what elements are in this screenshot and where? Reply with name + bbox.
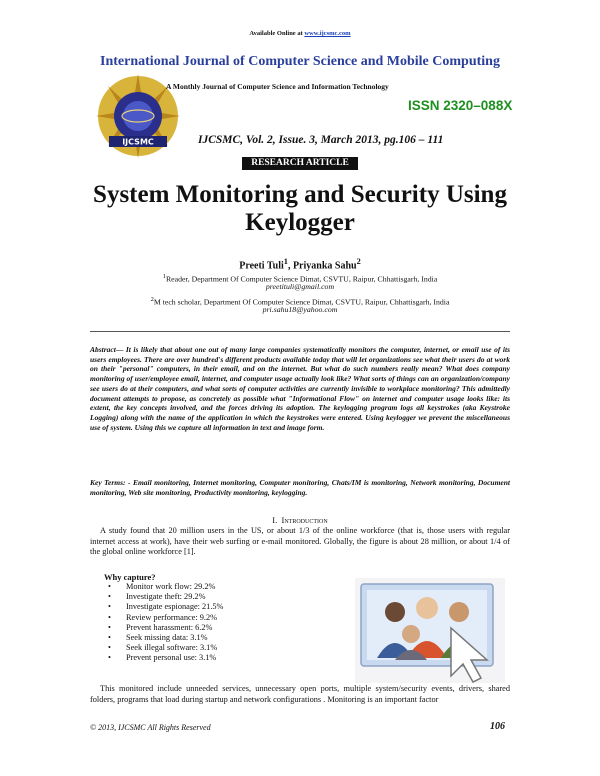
key-terms: Key Terms: - Email monitoring, Internet monitoring, Computer monitoring, Chats/IM is monitoring, Network monitoring, Document monitoring, Web site monitoring, Productivity monitoring, keylogging. bbox=[90, 478, 510, 497]
author-2-sup: 2 bbox=[356, 257, 361, 266]
closing-paragraph bbox=[90, 684, 510, 705]
paper-title-line2: Keylogger bbox=[245, 209, 355, 236]
list-item: • Monitor work flow: 29.2% bbox=[104, 582, 284, 592]
journal-url-link[interactable]: www.ijcsmc.com bbox=[304, 30, 351, 37]
section-title: Introduction bbox=[281, 515, 328, 525]
affiliation-2-sup: 2 bbox=[150, 296, 154, 303]
list-item: • Investigate theft: 29.2% bbox=[104, 592, 284, 602]
author-2: Priyanka Sahu bbox=[292, 260, 357, 272]
footer-copyright: © 2013, IJCSMC All Rights Reserved bbox=[90, 723, 211, 732]
abstract: Abstract— It is likely that about one out of many large companies systematically monitors the computer, internet, or email use of its users employees. There are over hundred's different products available today that will let organizations see what their users do at work on their "personal" computers, in their email, and on the internet. But what do such numbers really mean? What does company monitoring of user/employee email, internet, and computer usage actually look like? What sorts of things can an organization/company see users do at their computers, and what sorts of computer activities are currently invisible to workplace monitoring? This admittedly document attempts to propose, as concretely as possible what "Informational Flow" on internet and computer usage looks like: its extent, the key concepts involved, and the forces driving its adoption. The keylogging program logs all keystrokes (aka Keystroke Logging) along with the name of the application in which the keystrokes were entered. Using keylogger we prevent the miscellaneous use of system. Using this we capture all information in text and image form. bbox=[90, 345, 510, 432]
article-type-badge: RESEARCH ARTICLE bbox=[242, 157, 358, 170]
page-number: 106 bbox=[490, 721, 505, 732]
list-item: • Seek missing data: 3.1% bbox=[104, 633, 284, 643]
why-capture-list bbox=[104, 582, 284, 664]
intro-paragraph bbox=[90, 526, 510, 558]
intro-text: A study found that 20 million users in the US, or about 1/3 of the online workforce (that is, those users with regular internet access at work), have their web surfing or e-mail monitored. Globally, the figure is about 28 million, or about 1/4 of the global online workforce [1]. bbox=[90, 526, 510, 556]
authors bbox=[0, 257, 600, 271]
author-separator: , bbox=[287, 260, 293, 272]
why-capture-heading: Why capture? bbox=[104, 572, 156, 582]
list-item: • Prevent personal use: 3.1% bbox=[104, 653, 284, 663]
author-1: Preeti Tuli bbox=[239, 260, 284, 272]
paper-title-line1: System Monitoring and Security Using bbox=[93, 181, 507, 208]
availability-line bbox=[0, 30, 600, 37]
list-item: • Review performance: 9.2% bbox=[104, 613, 284, 623]
list-item: • Investigate espionage: 21.5% bbox=[104, 602, 284, 612]
author-1-email[interactable]: preetituli@gmail.com bbox=[265, 282, 335, 291]
section-heading bbox=[0, 515, 600, 525]
monitoring-illustration bbox=[355, 578, 505, 683]
journal-title: International Journal of Computer Science and Mobile Computing bbox=[100, 54, 500, 69]
affiliation-1-text: Reader, Department Of Computer Science Dimat, CSVTU, Raipur, Chhattisgarh, India bbox=[165, 274, 438, 284]
journal-subtitle: A Monthly Journal of Computer Science and Information Technology bbox=[166, 82, 389, 91]
author-1-sup: 1 bbox=[283, 257, 288, 266]
availability-prefix: Available Online at bbox=[249, 30, 303, 37]
divider bbox=[90, 331, 510, 332]
list-item: • Prevent harassment: 6.2% bbox=[104, 623, 284, 633]
affiliation-2-text: M tech scholar, Department Of Computer Science Dimat, CSVTU, Raipur, Chhattisgarh, India bbox=[153, 297, 450, 307]
closing-text: This monitored include unneeded services, unnecessary open ports, multiple system/security events, drivers, shared folders, programs that load during startup and network configurations . Monitoring is an important factor bbox=[90, 684, 510, 704]
section-number: I. bbox=[272, 515, 278, 525]
logo-text: IJCSMC bbox=[122, 137, 154, 147]
author-2-email[interactable]: pri.sahu18@yahoo.com bbox=[262, 305, 338, 314]
citation-line: IJCSMC, Vol. 2, Issue. 3, March 2013, pg.106 – 111 bbox=[198, 134, 444, 146]
issn-number: ISSN 2320–088X bbox=[408, 98, 513, 113]
list-item: • Seek illegal software: 3.1% bbox=[104, 643, 284, 653]
paper-title bbox=[0, 181, 600, 237]
affiliation-1-sup: 1 bbox=[162, 273, 166, 280]
